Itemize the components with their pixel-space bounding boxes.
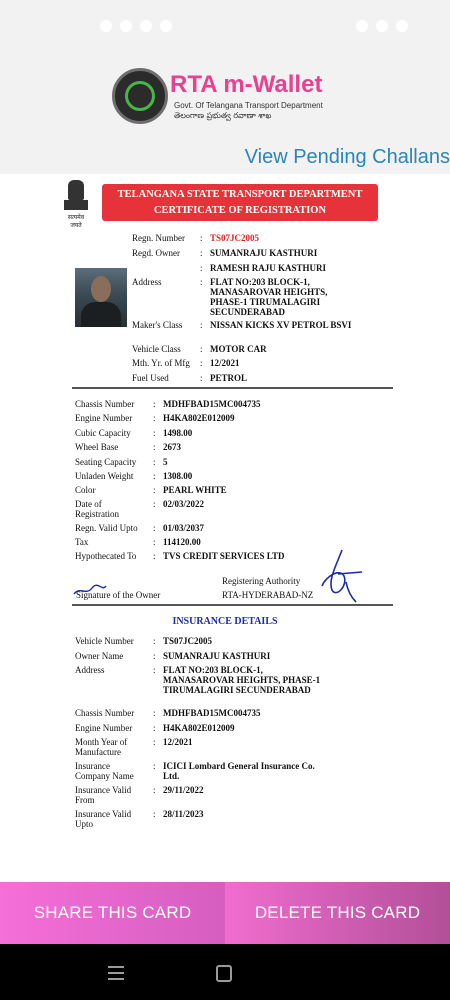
certificate-title-box (102, 184, 378, 221)
ins-chassis-number-value: MDHFBAD15MC004735 (163, 708, 261, 718)
regn-number-value: TS07JC2005 (210, 233, 260, 243)
makers-class-value: NISSAN KICKS XV PETROL BSVI (210, 320, 352, 330)
home-icon[interactable] (216, 965, 232, 982)
field-label: Insurance Valid Upto (75, 809, 132, 829)
field-label: Wheel Base (75, 442, 119, 452)
field-label: Cubic Capacity (75, 428, 131, 438)
owner-signature-label: Signature of the Owner (76, 590, 161, 600)
field-label: Tax (75, 537, 89, 547)
divider (72, 604, 393, 606)
field-label: Mth. Yr. of Mfg (132, 358, 190, 368)
signal-icon (376, 20, 388, 32)
emblem-motto: सत्यमेव जयते (67, 215, 85, 229)
department-name: TELANGANA STATE TRANSPORT DEPARTMENT (117, 189, 363, 200)
field-label: Regn. Number (132, 233, 185, 243)
battery-icon (396, 20, 408, 32)
cubic-capacity-value: 1498.00 (163, 428, 193, 438)
share-card-button[interactable]: SHARE THIS CARD (0, 882, 225, 944)
ashoka-emblem-icon (62, 180, 90, 229)
address-value: FLAT NO:203 BLOCK-1, MANASAROVAR HEIGHTS, PHASE-1 TIRUMALAGIRI SECUNDERABAD (210, 277, 328, 317)
tax-value: 114120.00 (163, 537, 201, 547)
insurance-title: INSURANCE DETAILS (172, 616, 278, 627)
view-pending-challans-link[interactable]: View Pending Challans (244, 146, 450, 168)
regn-valid-upto-value: 01/03/2037 (163, 523, 205, 533)
brand-telugu: తెలంగాణ ప్రభుత్వ రవాణా శాఖ (174, 111, 272, 120)
engine-number-value: H4KA802E012009 (163, 413, 235, 423)
field-label: Hypothecated To (75, 551, 137, 561)
chassis-number-value: MDHFBAD15MC004735 (163, 399, 261, 409)
ins-mfg-date-value: 12/2021 (163, 737, 193, 747)
unladen-weight-value: 1308.00 (163, 471, 193, 481)
delete-card-button[interactable]: DELETE THIS CARD (225, 882, 450, 944)
certificate-title: CERTIFICATE OF REGISTRATION (153, 205, 327, 216)
recent-apps-icon[interactable] (108, 966, 124, 980)
field-label: Insurance Valid From (75, 785, 132, 805)
field-label: Maker's Class (132, 320, 183, 330)
field-label: Vehicle Class (132, 344, 181, 354)
notification-icon (120, 20, 132, 32)
field-label: Address (75, 665, 105, 675)
relation-name-value: RAMESH RAJU KASTHURI (210, 263, 327, 273)
registering-authority-value: RTA-HYDERABAD-NZ (222, 590, 314, 600)
field-label: Address (132, 277, 162, 287)
regd-owner-value: SUMANRAJU KASTHURI (210, 248, 318, 258)
telangana-emblem-icon (112, 68, 168, 124)
field-label: Fuel Used (132, 373, 169, 383)
ins-company-value: ICICI Lombard General Insurance Co. Ltd. (163, 761, 315, 781)
brand-subtitle: Govt. Of Telangana Transport Department (174, 101, 323, 110)
field-label: Vehicle Number (75, 636, 134, 646)
ins-owner-name-value: SUMANRAJU KASTHURI (163, 651, 271, 661)
notification-icon (140, 20, 152, 32)
field-label: Chassis Number (75, 399, 135, 409)
app-logo (112, 68, 352, 128)
field-label: Insurance Company Name (75, 761, 134, 781)
ins-address-value: FLAT NO:203 BLOCK-1, MANASAROVAR HEIGHTS, PHASE-1 TIRUMALAGIRI SECUNDERABAD (163, 665, 321, 695)
field-label: Owner Name (75, 651, 124, 661)
ins-engine-number-value: H4KA802E012009 (163, 723, 235, 733)
field-label: Month Year of Manufacture (75, 737, 128, 757)
registration-date-value: 02/03/2022 (163, 499, 205, 509)
divider (72, 387, 393, 389)
ins-valid-from-value: 29/11/2022 (163, 785, 204, 795)
field-label: Unladen Weight (75, 471, 134, 481)
field-label: Regn. Valid Upto (75, 523, 138, 533)
seating-capacity-value: 5 (163, 457, 168, 467)
registering-authority-label: Registering Authority (222, 576, 301, 586)
mfg-date-value: 12/2021 (210, 358, 240, 368)
system-icons (356, 20, 408, 32)
notification-icon (100, 20, 112, 32)
field-label: Regd. Owner (132, 248, 180, 258)
status-bar (0, 0, 450, 58)
field-label: Seating Capacity (75, 457, 137, 467)
brand-title: RTA m-Wallet (170, 71, 323, 98)
hypothecated-to-value: TVS CREDIT SERVICES LTD (163, 551, 285, 561)
authority-signature-icon (318, 546, 366, 604)
field-label: Chassis Number (75, 708, 135, 718)
field-label: Date of Registration (75, 499, 119, 519)
color-value: PEARL WHITE (163, 485, 227, 495)
notification-icons (100, 20, 172, 32)
field-label: Engine Number (75, 723, 133, 733)
wheel-base-value: 2673 (163, 442, 181, 452)
ins-vehicle-number-value: TS07JC2005 (163, 636, 213, 646)
field-label: Engine Number (75, 413, 133, 423)
wifi-icon (356, 20, 368, 32)
ins-valid-upto-value: 28/11/2023 (163, 809, 204, 819)
fuel-used-value: PETROL (210, 373, 248, 383)
vehicle-class-value: MOTOR CAR (210, 344, 267, 354)
owner-photo (75, 268, 127, 327)
notification-icon (160, 20, 172, 32)
field-label: Color (75, 485, 96, 495)
